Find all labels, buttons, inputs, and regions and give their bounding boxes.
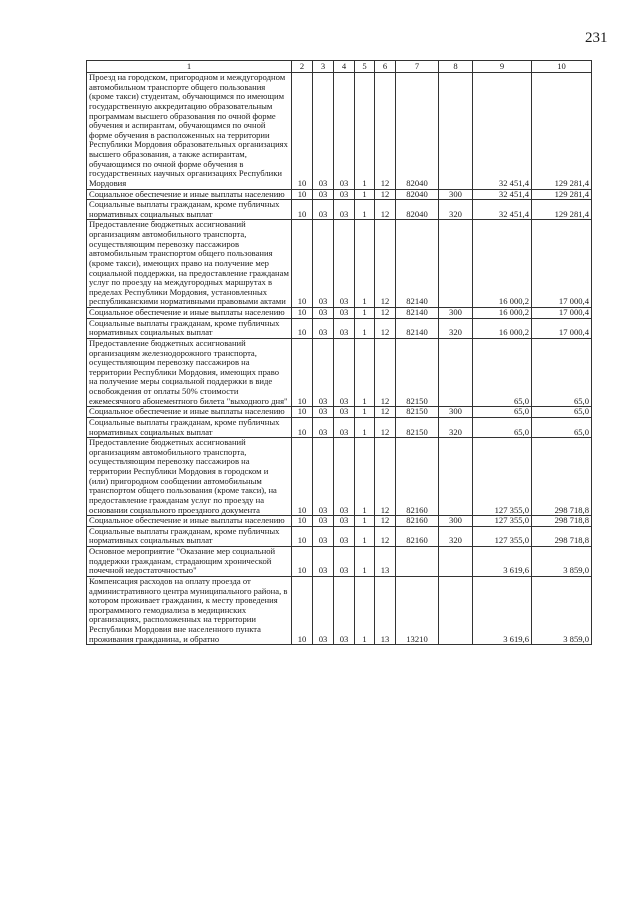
table-row	[87, 189, 592, 200]
cell-col-4: 03	[334, 189, 355, 200]
table-row	[87, 308, 592, 319]
cell-col-3: 03	[313, 308, 334, 319]
cell-col-7: 82140	[396, 308, 439, 319]
header-cell: 8	[439, 61, 473, 73]
cell-col-9: 127 355,0	[473, 438, 532, 516]
cell-col-2: 10	[292, 220, 313, 308]
cell-col-6: 12	[375, 516, 396, 527]
cell-col-7: 82150	[396, 407, 439, 418]
cell-col-5: 1	[355, 308, 375, 319]
cell-col-7: 82140	[396, 318, 439, 338]
cell-col-6: 12	[375, 73, 396, 190]
cell-col-9: 32 451,4	[473, 73, 532, 190]
cell-col-8: 320	[439, 318, 473, 338]
header-cell: 5	[355, 61, 375, 73]
cell-col-8: 300	[439, 308, 473, 319]
cell-col-3: 03	[313, 338, 334, 406]
cell-col-7: 13210	[396, 576, 439, 644]
cell-col-10: 298 718,8	[532, 438, 592, 516]
cell-col-3: 03	[313, 189, 334, 200]
cell-col-4: 03	[334, 308, 355, 319]
row-name-cell: Социальное обеспечение и иные выплаты населению	[87, 308, 292, 319]
cell-col-5: 1	[355, 338, 375, 406]
table-row	[87, 200, 592, 220]
cell-col-2: 10	[292, 438, 313, 516]
table-row	[87, 220, 592, 308]
row-name-cell: Социальное обеспечение и иные выплаты населению	[87, 516, 292, 527]
cell-col-4: 03	[334, 407, 355, 418]
cell-col-8	[439, 547, 473, 577]
cell-col-4: 03	[334, 576, 355, 644]
cell-col-2: 10	[292, 189, 313, 200]
row-name-cell: Социальные выплаты гражданам, кроме публичных нормативных социальных выплат	[87, 200, 292, 220]
cell-col-5: 1	[355, 200, 375, 220]
cell-col-5: 1	[355, 547, 375, 577]
cell-col-7: 82150	[396, 338, 439, 406]
cell-col-9: 127 355,0	[473, 516, 532, 527]
cell-col-6: 12	[375, 417, 396, 437]
table-row	[87, 526, 592, 546]
cell-col-3: 03	[313, 438, 334, 516]
cell-col-5: 1	[355, 417, 375, 437]
page-number: 231	[585, 30, 608, 46]
cell-col-9: 65,0	[473, 338, 532, 406]
cell-col-6: 12	[375, 407, 396, 418]
cell-col-10: 298 718,8	[532, 526, 592, 546]
cell-col-10: 17 000,4	[532, 308, 592, 319]
row-name-cell: Социальные выплаты гражданам, кроме публичных нормативных социальных выплат	[87, 417, 292, 437]
cell-col-9: 16 000,2	[473, 308, 532, 319]
cell-col-6: 12	[375, 318, 396, 338]
header-cell: 9	[473, 61, 532, 73]
cell-col-5: 1	[355, 73, 375, 190]
cell-col-4: 03	[334, 73, 355, 190]
cell-col-5: 1	[355, 576, 375, 644]
cell-col-9: 3 619,6	[473, 547, 532, 577]
cell-col-9: 3 619,6	[473, 576, 532, 644]
cell-col-10: 17 000,4	[532, 318, 592, 338]
cell-col-7: 82040	[396, 200, 439, 220]
cell-col-10: 3 859,0	[532, 547, 592, 577]
cell-col-3: 03	[313, 407, 334, 418]
cell-col-3: 03	[313, 576, 334, 644]
cell-col-8: 320	[439, 526, 473, 546]
cell-col-8: 300	[439, 407, 473, 418]
cell-col-6: 12	[375, 200, 396, 220]
cell-col-10: 65,0	[532, 417, 592, 437]
row-name-cell: Социальное обеспечение и иные выплаты населению	[87, 407, 292, 418]
cell-col-6: 12	[375, 308, 396, 319]
cell-col-10: 129 281,4	[532, 200, 592, 220]
cell-col-2: 10	[292, 318, 313, 338]
cell-col-8	[439, 220, 473, 308]
cell-col-3: 03	[313, 516, 334, 527]
cell-col-9: 127 355,0	[473, 526, 532, 546]
header-cell: 6	[375, 61, 396, 73]
cell-col-7	[396, 547, 439, 577]
row-name-cell: Социальные выплаты гражданам, кроме публичных нормативных социальных выплат	[87, 526, 292, 546]
cell-col-6: 12	[375, 526, 396, 546]
cell-col-2: 10	[292, 417, 313, 437]
cell-col-7: 82160	[396, 516, 439, 527]
header-cell: 2	[292, 61, 313, 73]
table-row	[87, 338, 592, 406]
cell-col-5: 1	[355, 526, 375, 546]
cell-col-7: 82040	[396, 189, 439, 200]
table-row	[87, 318, 592, 338]
table-body	[87, 73, 592, 645]
cell-col-4: 03	[334, 200, 355, 220]
cell-col-7: 82040	[396, 73, 439, 190]
cell-col-5: 1	[355, 438, 375, 516]
cell-col-7: 82140	[396, 220, 439, 308]
cell-col-9: 65,0	[473, 407, 532, 418]
cell-col-4: 03	[334, 547, 355, 577]
cell-col-10: 298 718,8	[532, 516, 592, 527]
cell-col-10: 65,0	[532, 407, 592, 418]
table-row	[87, 417, 592, 437]
cell-col-5: 1	[355, 189, 375, 200]
cell-col-2: 10	[292, 407, 313, 418]
cell-col-3: 03	[313, 220, 334, 308]
cell-col-7: 82160	[396, 526, 439, 546]
row-name-cell: Основное мероприятие "Оказание мер социальной поддержки гражданам, страдающим хронической почечной недостаточностью"	[87, 547, 292, 577]
cell-col-6: 12	[375, 220, 396, 308]
cell-col-9: 32 451,4	[473, 189, 532, 200]
cell-col-2: 10	[292, 73, 313, 190]
cell-col-5: 1	[355, 516, 375, 527]
cell-col-7: 82150	[396, 417, 439, 437]
cell-col-4: 03	[334, 318, 355, 338]
cell-col-3: 03	[313, 417, 334, 437]
cell-col-5: 1	[355, 318, 375, 338]
cell-col-8	[439, 338, 473, 406]
cell-col-2: 10	[292, 526, 313, 546]
cell-col-3: 03	[313, 526, 334, 546]
cell-col-8: 300	[439, 516, 473, 527]
row-name-cell: Компенсация расходов на оплату проезда от административного центра муниципального района, в котором проживает гражданин, к месту проведения программного гемодиализа в медицинских организациях, расположенных на территории Республики Мордовия вне населенного пункта проживания гражданина, и обратно	[87, 576, 292, 644]
header-cell: 7	[396, 61, 439, 73]
cell-col-6: 12	[375, 338, 396, 406]
table-row	[87, 73, 592, 190]
row-name-cell: Предоставление бюджетных ассигнований организациям автомобильного транспорта, осуществляющим перевозку пассажиров на территории Республики Мордовия в городском и (или) пригородном сообщении автомобильным транспортом общего пользования (кроме такси), на предоставление гражданам услуг по проезду на основании социального проездного документа	[87, 438, 292, 516]
budget-table	[86, 60, 592, 645]
row-name-cell: Проезд на городском, пригородном и междугородном автомобильном транспорте общего пользования (кроме такси) студентам, обучающимся по имеющим государственную аккредитацию образовательным программам высшего образования по очной форме обучения и аспирантам, обучающимся по очной форме обучения в расположенных на территории Республики Мордовия образовательных организациях высшего образования, а также аспирантам, обучающимся по очной форме обучения в государственных научных организациях Республики Мордовия	[87, 73, 292, 190]
cell-col-4: 03	[334, 417, 355, 437]
cell-col-2: 10	[292, 338, 313, 406]
row-name-cell: Социальное обеспечение и иные выплаты населению	[87, 189, 292, 200]
cell-col-6: 13	[375, 576, 396, 644]
header-cell: 10	[532, 61, 592, 73]
header-cell: 1	[87, 61, 292, 73]
row-name-cell: Социальные выплаты гражданам, кроме публичных нормативных социальных выплат	[87, 318, 292, 338]
header-cell: 3	[313, 61, 334, 73]
cell-col-3: 03	[313, 200, 334, 220]
cell-col-8: 320	[439, 200, 473, 220]
header-cell: 4	[334, 61, 355, 73]
cell-col-10: 65,0	[532, 338, 592, 406]
table-row	[87, 438, 592, 516]
cell-col-4: 03	[334, 526, 355, 546]
cell-col-2: 10	[292, 200, 313, 220]
cell-col-2: 10	[292, 576, 313, 644]
cell-col-9: 32 451,4	[473, 200, 532, 220]
cell-col-5: 1	[355, 220, 375, 308]
cell-col-7: 82160	[396, 438, 439, 516]
row-name-cell: Предоставление бюджетных ассигнований организациям железнодорожного транспорта, осуществляющим перевозку пассажиров на территории Республики Мордовия, имеющих право на получение меры социальной поддержки в виде освобождения от оплаты 50% стоимости ежемесячного абонементного билета "выходного дня"	[87, 338, 292, 406]
cell-col-6: 13	[375, 547, 396, 577]
cell-col-8: 300	[439, 189, 473, 200]
table-row	[87, 407, 592, 418]
cell-col-6: 12	[375, 438, 396, 516]
cell-col-9: 65,0	[473, 417, 532, 437]
table-row	[87, 547, 592, 577]
cell-col-9: 16 000,2	[473, 220, 532, 308]
cell-col-2: 10	[292, 516, 313, 527]
cell-col-3: 03	[313, 547, 334, 577]
row-name-cell: Предоставление бюджетных ассигнований организациям автомобильного транспорта, осуществляющим перевозку пассажиров автомобильным транспортом общего пользования (кроме такси), имеющих право на получение мер социальной поддержки, на предоставление гражданам услуг по проезду на междугородных маршрутах в пределах Республики Мордовия, установленных республиканскими нормативными правовыми актами	[87, 220, 292, 308]
cell-col-3: 03	[313, 318, 334, 338]
cell-col-8	[439, 576, 473, 644]
cell-col-10: 17 000,4	[532, 220, 592, 308]
cell-col-4: 03	[334, 338, 355, 406]
cell-col-6: 12	[375, 189, 396, 200]
cell-col-4: 03	[334, 438, 355, 516]
cell-col-4: 03	[334, 220, 355, 308]
cell-col-5: 1	[355, 407, 375, 418]
cell-col-8	[439, 438, 473, 516]
cell-col-9: 16 000,2	[473, 318, 532, 338]
table-header	[87, 61, 592, 73]
cell-col-3: 03	[313, 73, 334, 190]
cell-col-2: 10	[292, 308, 313, 319]
cell-col-2: 10	[292, 547, 313, 577]
cell-col-10: 129 281,4	[532, 189, 592, 200]
cell-col-4: 03	[334, 516, 355, 527]
cell-col-8	[439, 73, 473, 190]
table-row	[87, 576, 592, 644]
cell-col-10: 129 281,4	[532, 73, 592, 190]
table-row	[87, 516, 592, 527]
cell-col-8: 320	[439, 417, 473, 437]
cell-col-10: 3 859,0	[532, 576, 592, 644]
